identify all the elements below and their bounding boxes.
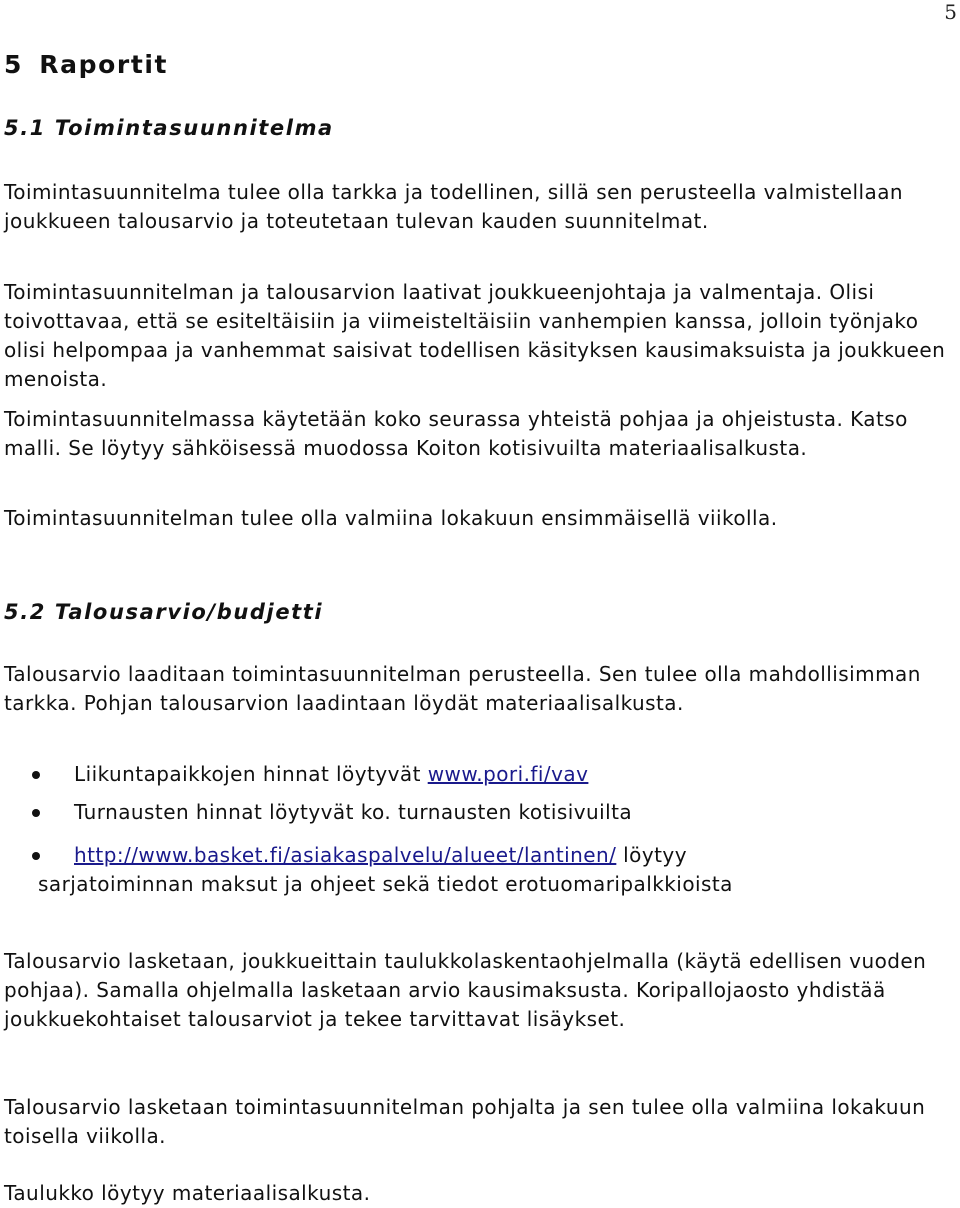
section-heading-talousarvio: 5.2 Talousarvio/budjetti (4, 600, 324, 624)
list-item-text (74, 760, 588, 789)
link-basket-fi[interactable]: http://www.basket.fi/asiakaspalvelu/alueet/lantinen/ (74, 843, 617, 867)
page-number: 5 (944, 0, 957, 24)
paragraph-table-location: Taulukko löytyy materiaalisalkusta. (4, 1181, 371, 1205)
bullet-dot-icon (32, 852, 40, 860)
paragraph-budget-deadline: Talousarvio lasketaan toimintasuunnitelman pohjalta ja sen tulee olla valmiina lokakuun toisella viikolla. (4, 1095, 926, 1148)
paragraph-plan-intro: Toimintasuunnitelma tulee olla tarkka ja todellinen, sillä sen perusteella valmistellaan joukkueen talousarvio ja toteutetaan tulevan kauden suunnitelmat. (4, 180, 904, 233)
bullet-continuation-text: sarjatoiminnan maksut ja ohjeet sekä tiedot erotuomaripalkkioista (38, 872, 733, 896)
paragraph-plan-template: Toimintasuunnitelmassa käytetään koko seurassa yhteistä pohjaa ja ohjeistusta. Katso malli. Se löytyy sähköisessä muodossa Koiton kotisivuilta materiaalisalkusta. (4, 407, 908, 460)
bullet-dot-icon (32, 771, 40, 779)
bullet-label: Turnausten hinnat löytyvät ko. turnausten kotisivuilta (74, 800, 633, 824)
chapter-heading: 5 Raportit (4, 50, 169, 79)
paragraph-budget-calculation: Talousarvio lasketaan, joukkueittain taulukkolaskentaohjelmalla (käytä edellisen vuoden pohjaa). Samalla ohjelmalla lasketaan arvio kausimaksusta. Koripallojaosto yhdistää joukkuekohtaiset talousarviot ja tekee tarvittavat lisäykset. (4, 949, 927, 1031)
bullet-label-after: löytyy (616, 843, 687, 867)
link-pori-vav[interactable]: www.pori.fi/vav (427, 762, 589, 786)
paragraph-budget-intro: Talousarvio laaditaan toimintasuunnitelman perusteella. Sen tulee olla mahdollisimman tarkka. Pohjan talousarvion laadintaan löydät materiaalisalkusta. (4, 662, 921, 715)
paragraph-plan-deadline: Toimintasuunnitelman tulee olla valmiina lokakuun ensimmäisellä viikolla. (4, 506, 778, 530)
list-item-text (74, 841, 687, 870)
section-heading-toimintasuunnitelma: 5.1 Toimintasuunnitelma (4, 116, 334, 140)
bullet-dot-icon (32, 809, 40, 817)
paragraph-plan-authors: Toimintasuunnitelman ja talousarvion laativat joukkueenjohtaja ja valmentaja. Olisi toivottavaa, että se esiteltäisiin ja viimeisteltäisiin vanhempien kanssa, jolloin työnjako olisi helpompaa ja vanhemmat saisivat todellisen käsityksen kausimaksuista ja joukkueen menoista. (4, 280, 946, 391)
bullet-label: Liikuntapaikkojen hinnat löytyvät (74, 762, 428, 786)
